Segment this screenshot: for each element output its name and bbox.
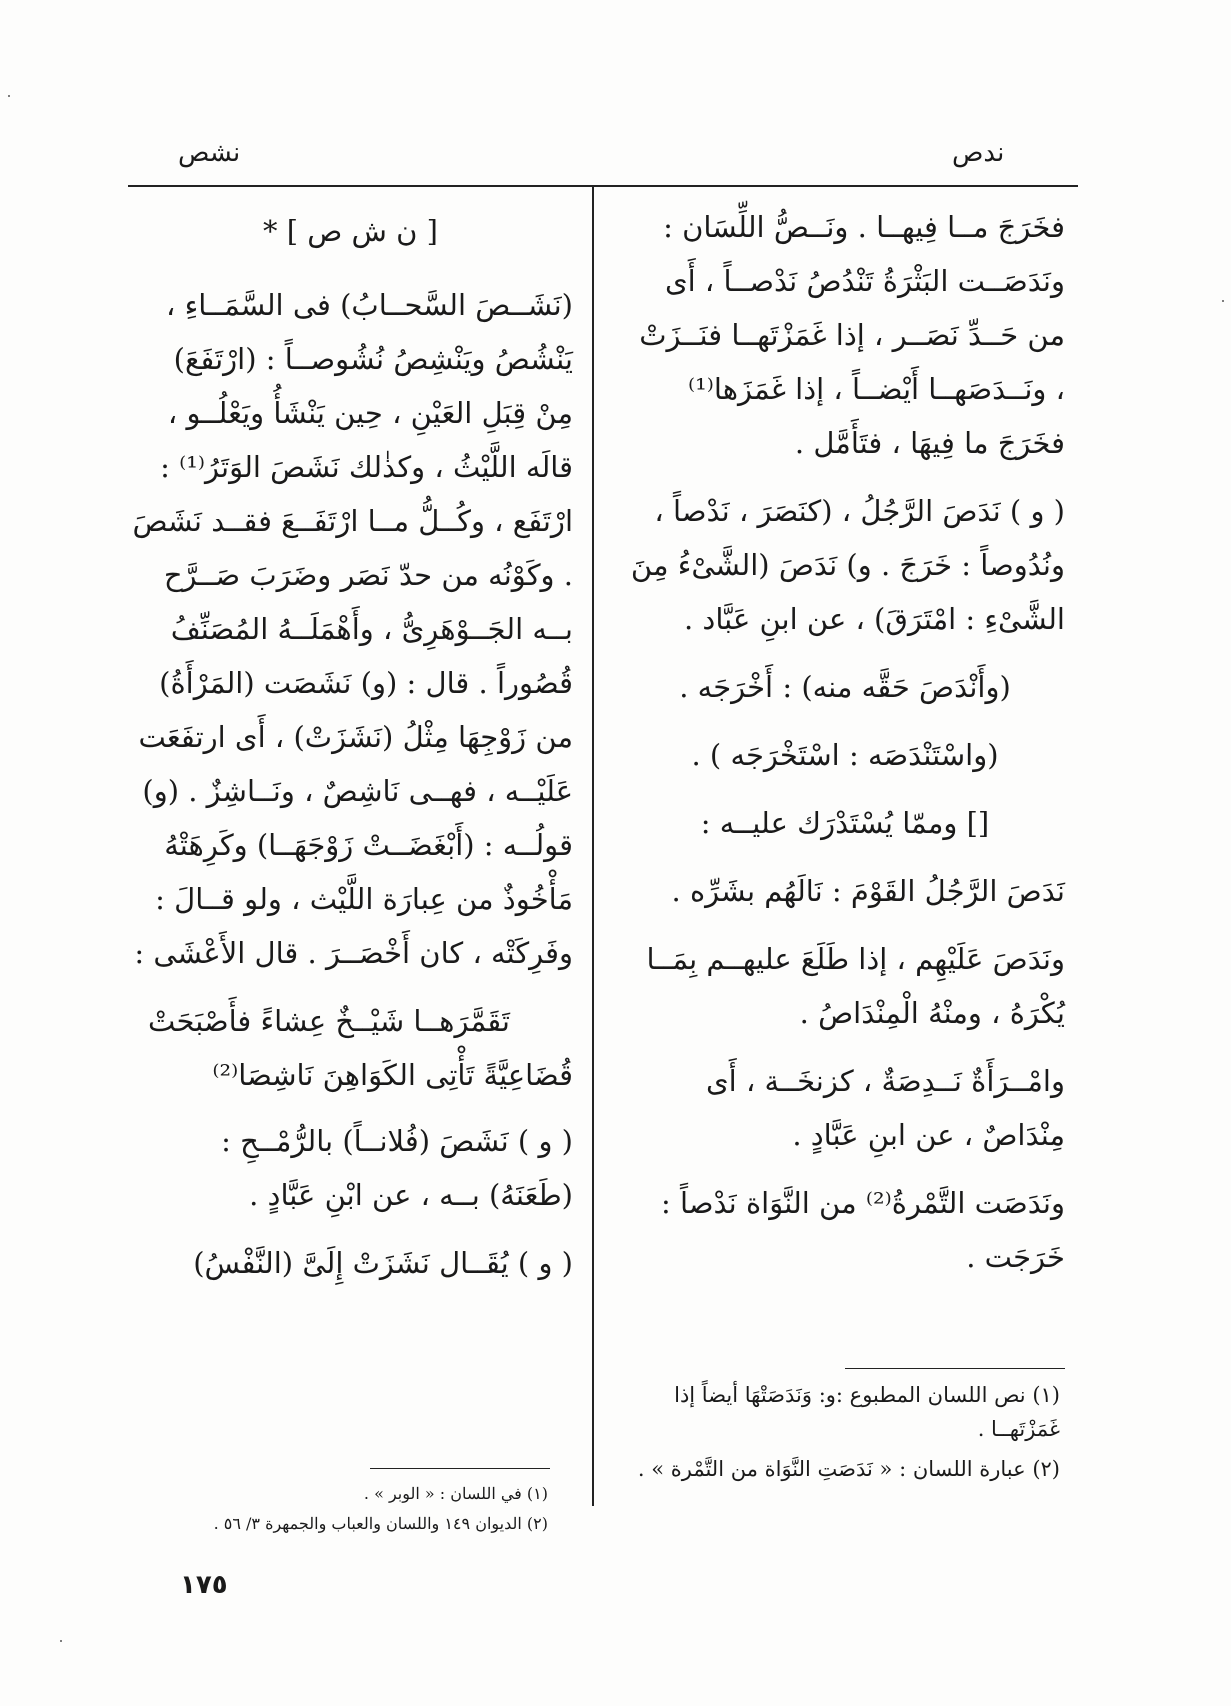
entry-line: (وأَنْدَصَ حَقَّه منه) : أَخْرَجَه . <box>679 670 1011 704</box>
entry-paragraph: (نَشَــصَ السَّحــابُ) فى السَّمَــاءِ ، يَنْشُصُ ويَنْشِصُ نُشُوصــاً : (ارْتَفَعَ) مِنْ قِبَلِ العَيْنِ ، حِين يَنْشَأُ ويَعْلُــو ، قالَه اللَّيْثُ ، وكذٰلك نَشَصَ الوَتَرُ⁽¹⁾ : ارْتَفَع ، وكُــلُّ مــا ارْتَفَــعَ فقــد نَشَصَ . وكَوْنُه من حدّ نَصَر وضَرَبَ صَــرَّح بــه الجَــوْهَرِىُّ ، وأَهْمَلَــهُ المُصَنِّفُ قُصُوراً . قال : (و) نَشَصَت (المَرْأَةُ) من زَوْجِهَا مِثْلُ (نَشَزَتْ) ، أَى ارتفَعَت عَلَيْــه ، فهــى نَاشِصٌ ، ونَــاشِزٌ . (و) قولُــه : (أَبْغَضَــتْ زَوْجَهَــا) وكَرِهَتْهُ مَأْخُوذٌ من عِبارَة اللَّيْث ، ولو قــالَ : وفَرِكَتْه ، كان أَخْصَــرَ . قال الأَعْشَى : <box>132 288 573 970</box>
verse-hemistich-1: تَقَمَّرَهــا شَيْــخٌ عِشاءً فأَصْبَحَتْ <box>148 1004 510 1038</box>
poetry-verse <box>128 994 573 1102</box>
footnotes-left <box>128 1482 548 1542</box>
header-rule <box>128 185 1078 187</box>
entry-paragraph: نَدَصَ الرَّجُلُ القَوْمَ : نَالَهُم بشَرِّه . <box>671 874 1065 908</box>
entry-paragraph: فخَرَجَ مــا فِيهــا . ونَــصُّ اللِّسَان : ونَدَصَــت البَثْرَةُ تَنْدُصُ نَدْصــاً ، أَى من حَــدِّ نَصَــر ، إذا غَمَزْتَهــا فنَــزَتْ ، ونَــدَصَهــا أَيْضــاً ، إذا غَمَزَها⁽¹⁾ فخَرَجَ ما فِيهَا ، فتَأَمَّل . <box>639 210 1065 460</box>
footnote-rule-left <box>370 1468 550 1469</box>
entry-paragraph: ( و ) نَشَصَ (فُلانــاً) بالرُّمْــحِ : (طَعَنَهُ) بــه ، عن ابْنِ عَبَّادٍ . <box>221 1124 573 1212</box>
right-column <box>625 200 1065 1298</box>
entry-paragraph: وامْــرَأَةٌ نَــدِصَةٌ ، كزنخَــة ، أَى مِنْدَاصٌ ، عن ابنِ عَبَّادٍ . <box>705 1064 1065 1152</box>
entry-paragraph: ( و ) نَدَصَ الرَّجُلُ ، (كنَصَرَ ، نَدْصاً ، ونُدُوصاً : خَرَجَ . و) نَدَصَ (الشَّىْءُ مِنَ الشَّىْءِ : امْتَرَقَ) ، عن ابنِ عَبَّاد . <box>630 494 1065 636</box>
footnote: (٢) الديوان ١٤٩ واللسان والعباب والجمهرة ٣/ ٥٦ . <box>213 1514 548 1533</box>
scan-speck <box>1222 300 1224 302</box>
left-column <box>128 200 573 1304</box>
running-header-right: ندص <box>952 138 1005 168</box>
entry-paragraph: ونَدَصَ عَلَيْهِم ، إذا طَلَعَ عليهــم بِمَــا يُكْرَهُ ، ومنْهُ الْمِنْدَاصُ . <box>646 942 1065 1030</box>
running-header-left: نشص <box>178 138 241 168</box>
footnote: (١) في اللسان : « الوبر » . <box>363 1484 548 1503</box>
scan-speck <box>60 1640 62 1642</box>
column-divider <box>592 186 594 1506</box>
entry-paragraph: ونَدَصَت التَّمْرةُ⁽²⁾ من النَّوَاة نَدْصاً : خَرَجَت . <box>661 1186 1065 1274</box>
entry-paragraph: ( و ) يُقَــال نَشَزَتْ إِلَىَّ (النَّفْسُ) <box>193 1246 573 1280</box>
root-heading: [ ن ش ص ] * <box>263 214 438 248</box>
supplement-heading: [] وممّا يُسْتَدْرَك عليــه : <box>700 806 990 840</box>
footnote: (٢) عبارة اللسان : « نَدَصَتِ النَّوَاة من التَّمْرة » . <box>637 1457 1060 1481</box>
footnote-rule-right <box>845 1368 1065 1369</box>
entry-line: (واسْتَنْدَصَه : اسْتَخْرَجَه ) . <box>691 738 999 772</box>
scan-speck <box>8 95 10 97</box>
footnote: (١) نص اللسان المطبوع :و: وَنَدَصَتْهَا أيضاً إذا غَمَزْتَهــا . <box>674 1383 1060 1441</box>
footnotes-right <box>630 1378 1060 1492</box>
page-number: ١٧٥ <box>180 1570 228 1600</box>
verse-hemistich-2: قُضَاعِيَّةً تَأْتِى الكَوَاهِنَ نَاشِصَا⁽²⁾ <box>212 1058 573 1092</box>
